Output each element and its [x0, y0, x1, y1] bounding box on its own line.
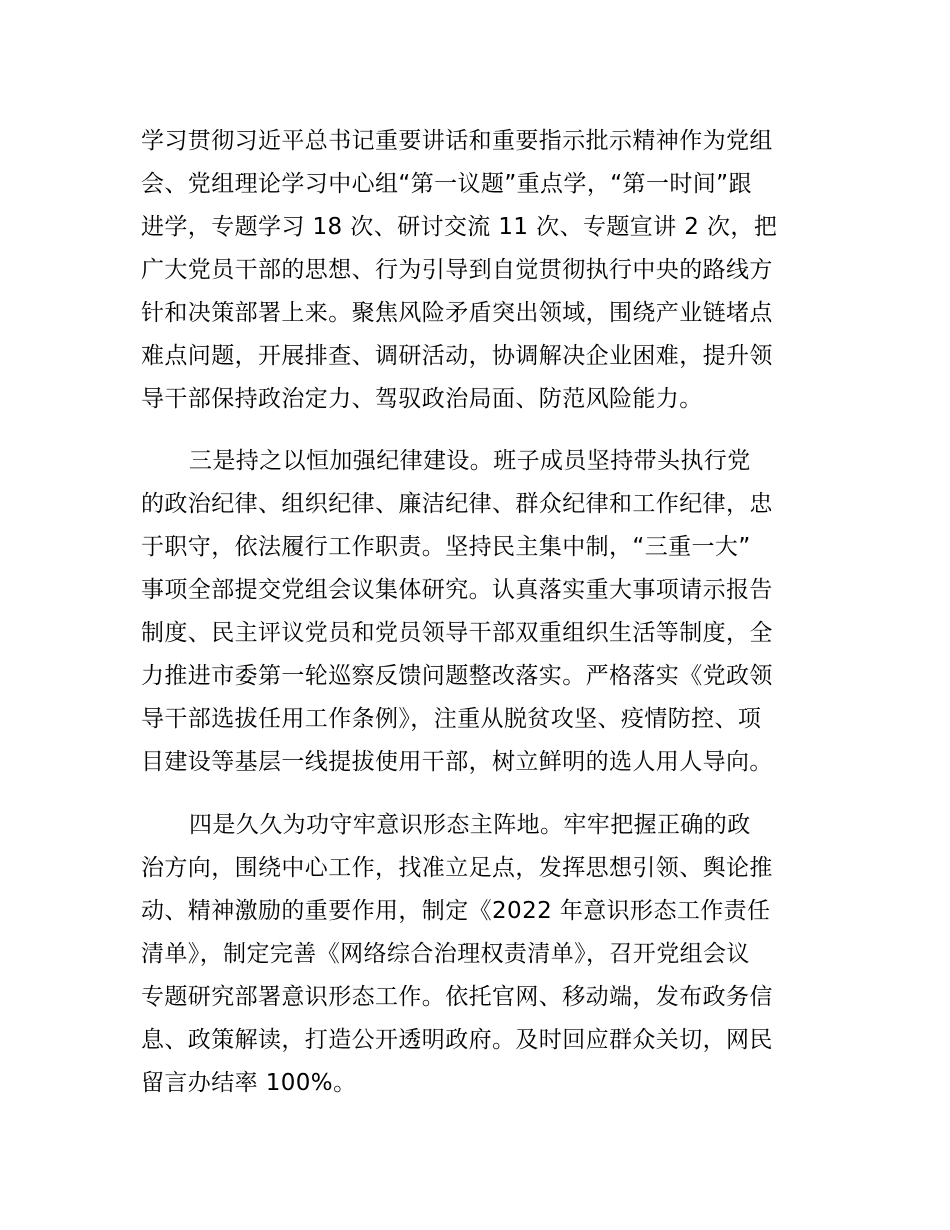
text-line: 动、精神激励的重要作用，制定《2022 年意识形态工作责任 — [141, 898, 771, 924]
text-line: 进学，专题学习 18 次、研讨交流 11 次、专题宣讲 2 次，把 — [141, 214, 778, 240]
text-line: 会、党组理论学习中心组“第一议题”重点学，“第一时间”跟 — [141, 171, 752, 197]
text-line: 治方向，围绕中心工作，找准立足点，发挥思想引领、舆论推 — [141, 855, 773, 881]
text-line: 事项全部提交党组会议集体研究。认真落实重大事项请示报告 — [141, 577, 773, 603]
text-line: 于职守，依法履行工作职责。坚持民主集中制，“三重一大” — [141, 534, 751, 560]
text-line: 学习贯彻习近平总书记重要讲话和重要指示批示精神作为党组 — [141, 128, 773, 154]
text-line: 的政治纪律、组织纪律、廉洁纪律、群众纪律和工作纪律，忠 — [141, 491, 773, 517]
text-line: 四是久久为功守牢意识形态主阵地。牢牢把握正确的政 — [189, 812, 751, 838]
text-line: 制度、民主评议党员和党员领导干部双重组织生活等制度，全 — [141, 620, 773, 646]
text-line: 留言办结率 100%。 — [141, 1070, 357, 1096]
text-line: 广大党员干部的思想、行为引导到自觉贯彻执行中央的路线方 — [141, 257, 773, 283]
text-line: 目建设等基层一线提拔使用干部，树立鲜明的选人用人导向。 — [141, 749, 773, 775]
text-line: 息、政策解读，打造公开透明政府。及时回应群众关切，网民 — [141, 1027, 773, 1053]
text-line: 导干部选拔任用工作条例》，注重从脱贫攻坚、疫情防控、项 — [141, 706, 762, 732]
text-line: 难点问题，开展排查、调研活动，协调解决企业困难，提升领 — [141, 343, 773, 369]
text-line: 导干部保持政治定力、驾驭政治局面、防范风险能力。 — [141, 386, 703, 412]
text-line: 力推进市委第一轮巡察反馈问题整改落实。严格落实《党政领 — [141, 663, 773, 689]
text-line: 清单》，制定完善《网络综合治理权责清单》，召开党组会议 — [141, 941, 750, 967]
text-line: 三是持之以恒加强纪律建设。班子成员坚持带头执行党 — [189, 448, 751, 474]
text-line: 专题研究部署意识形态工作。依托官网、移动端，发布政务信 — [141, 984, 773, 1010]
text-line: 针和决策部署上来。聚焦风险矛盾突出领域，围绕产业链堵点 — [141, 300, 773, 326]
